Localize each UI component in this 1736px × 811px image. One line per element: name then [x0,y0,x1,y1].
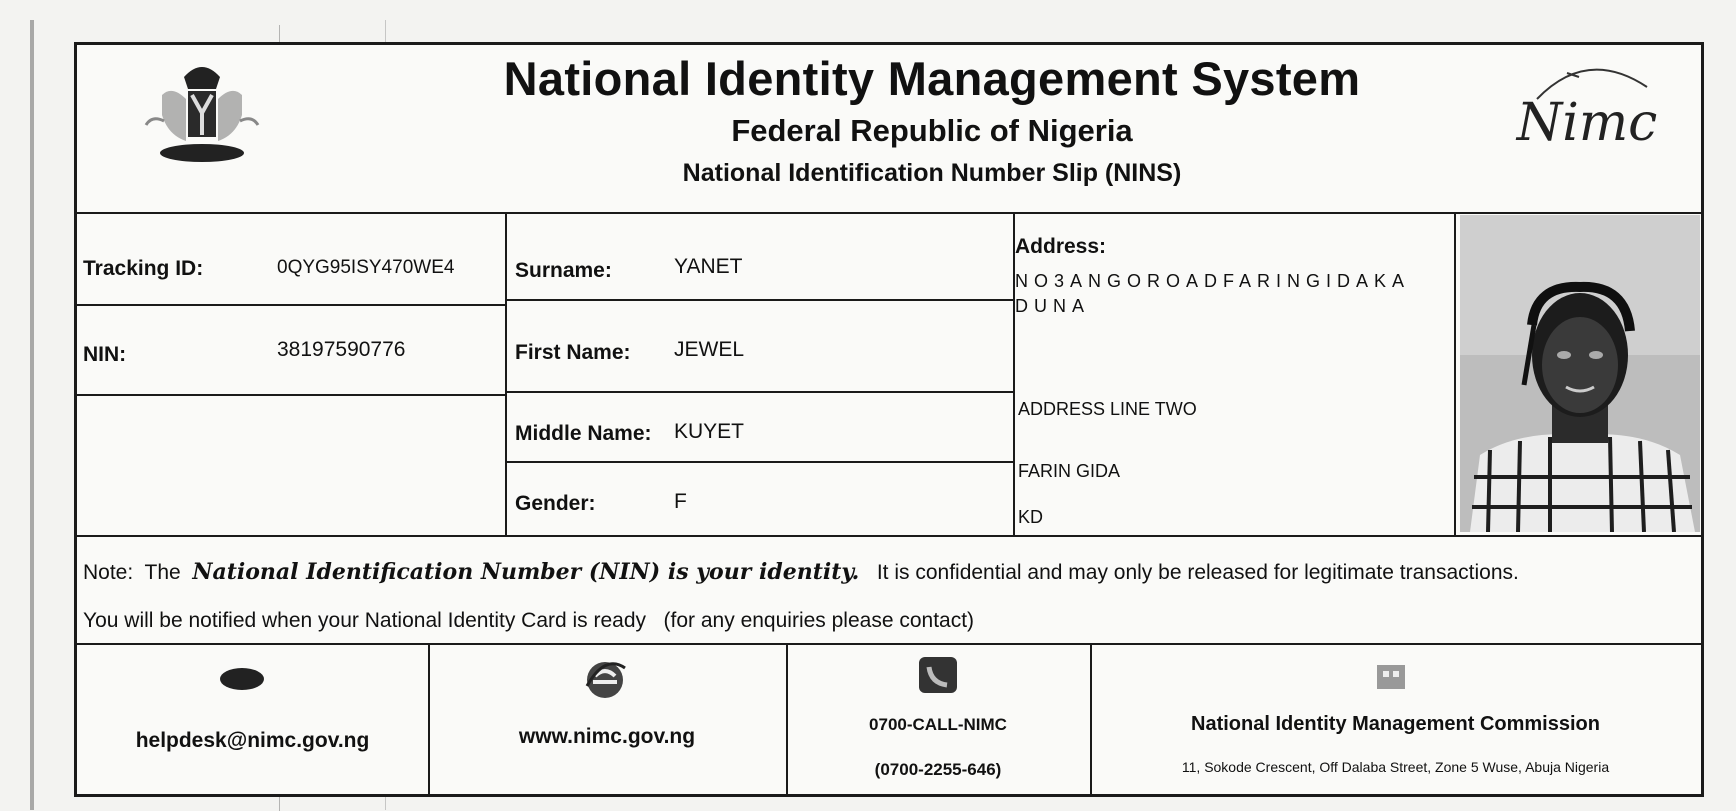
surname-label: Surname: [515,259,612,282]
nin-slip [74,42,1704,797]
note-emphasis: National Identification Number (NIN) is your identity. [192,559,860,585]
scan-edge [30,20,34,810]
divider [1454,212,1456,535]
internet-explorer-icon [583,658,627,702]
surname-value: YANET [674,255,743,278]
call-center-phone: 0700-CALL-NIMC [869,715,1007,734]
divider [77,394,505,396]
nin-label: NIN: [83,343,127,366]
phone-handset-icon [217,665,267,695]
divider [77,535,1701,537]
first-name-label: First Name: [515,341,631,364]
middle-name-label: Middle Name: [515,422,652,445]
nin-value: 38197590776 [277,338,406,361]
gender-label: Gender: [515,492,596,515]
telephone-icon [917,655,959,695]
address-line2: ADDRESS LINE TWO [1018,399,1197,419]
website-link: www.nimc.gov.ng [518,725,696,748]
address-line1: NO3ANGOROADFARINGIDAKA [1015,271,1411,291]
address-label: Address: [1015,235,1107,258]
tracking-id-label: Tracking ID: [83,257,204,280]
coat-of-arms-icon [132,55,272,175]
divider [505,461,1013,463]
office-building-icon [1375,661,1407,691]
address-line1-cont: DUNA [1015,296,1091,316]
note-the: The [144,561,181,584]
divider [1013,212,1015,535]
divider [77,643,1701,645]
address-town: FARIN GIDA [1018,461,1121,481]
slip-name: National Identification Number Slip (NINS) [682,159,1182,187]
page-title: National Identity Management System [503,52,1361,105]
tracking-id-value: 0QYG95ISY470WE4 [277,257,455,278]
note-line2: You will be notified when your National Identity Card is ready (for any enquiries please contact) [83,609,975,632]
divider [77,212,1701,214]
holder-photo [1460,215,1700,532]
note-prefix: Note: [83,561,134,584]
divider [428,643,430,797]
commission-name: National Identity Management Commission [1191,713,1600,735]
first-name-value: JEWEL [674,338,745,361]
commission-address: 11, Sokode Crescent, Off Dalaba Street, Zone 5 Wuse, Abuja Nigeria [1181,759,1610,775]
divider [505,299,1013,301]
nimc-logo [1497,53,1677,173]
middle-name-value: KUYET [674,420,745,443]
helpdesk-email: helpdesk@nimc.gov.ng [135,729,370,752]
address-state: KD [1018,507,1044,527]
note-rest: It is confidential and may only be released for legitimate transactions. [876,561,1519,584]
divider [505,391,1013,393]
note-line1 [83,559,1519,585]
divider [77,304,505,306]
call-center-number: (0700-2255-646) [874,760,1002,779]
gender-value: F [674,490,687,513]
nimc-logo-text: Nimc [1516,93,1658,153]
country-name: Federal Republic of Nigeria [731,113,1133,148]
divider [505,212,507,535]
